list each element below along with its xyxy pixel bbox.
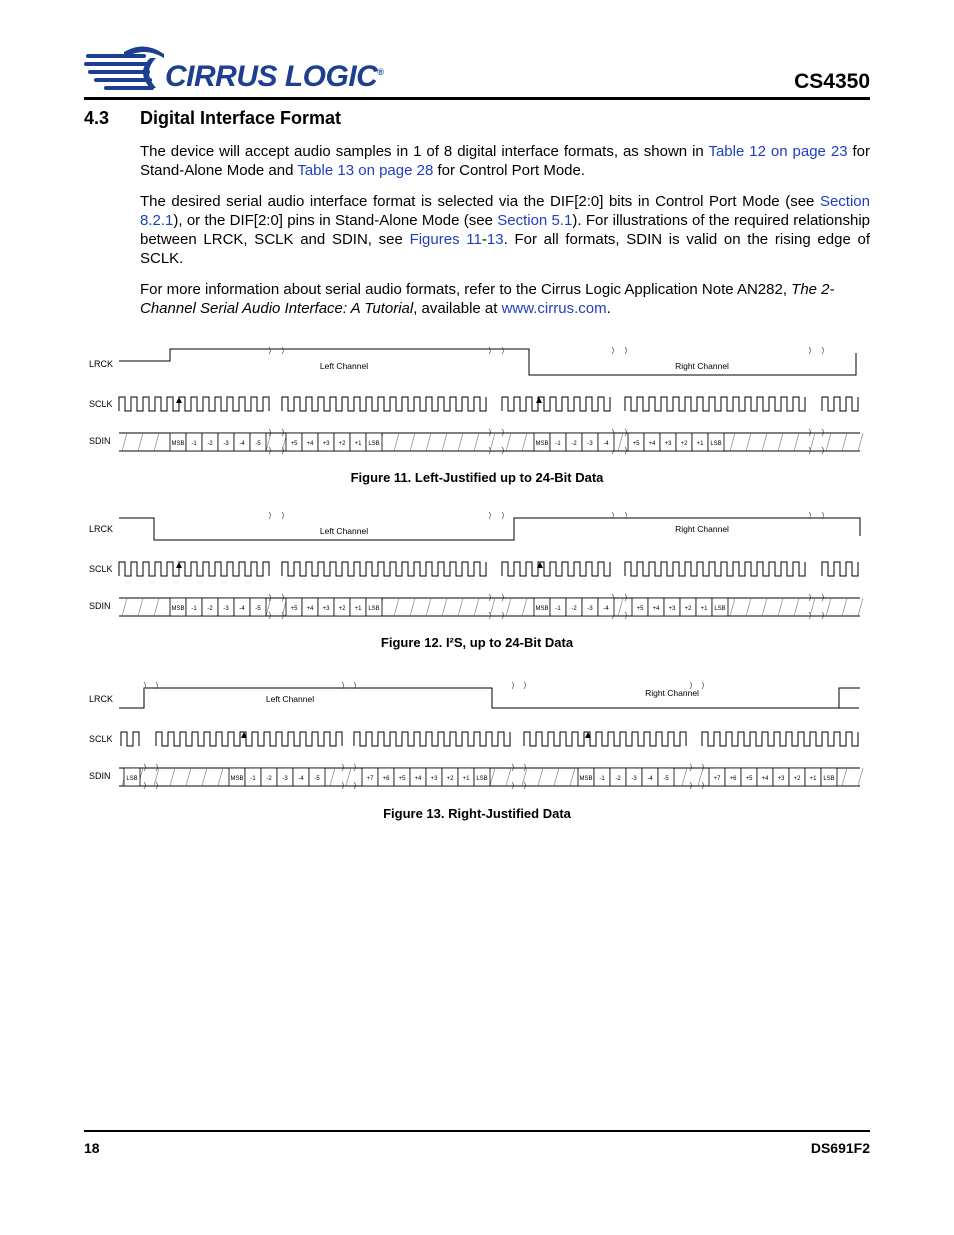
break-mark xyxy=(809,512,811,619)
dont-care-hatch xyxy=(762,598,767,616)
dont-care-hatch xyxy=(442,433,447,451)
lrck-waveform xyxy=(119,349,856,375)
sdin-bit-label: +5 xyxy=(636,606,644,612)
sclk-waveform xyxy=(502,562,610,576)
rising-edge-arrow xyxy=(176,397,182,403)
sdin-bit-label: +2 xyxy=(684,606,692,612)
dont-care-hatch xyxy=(698,768,703,786)
sdin-label: SDIN xyxy=(89,601,111,611)
dont-care-hatch xyxy=(554,768,559,786)
sdin-bit-label: -3 xyxy=(587,441,593,447)
right-channel-label: Right Channel xyxy=(675,524,729,534)
right-channel-label: Right Channel xyxy=(675,361,729,371)
link-figure-11[interactable]: Figures 11 xyxy=(409,231,482,248)
left-channel-label: Left Channel xyxy=(319,526,369,536)
sdin-bit-label: +2 xyxy=(338,606,346,612)
text: The desired serial audio interface format is selected via the DIF[2:0] bits in Control Port Mode (see xyxy=(140,193,820,210)
dont-care-hatch xyxy=(538,768,543,786)
break-mark xyxy=(512,682,514,789)
text: ). For illustrations of the required relationship between LRCK, SCLK and SDIN, see xyxy=(140,212,870,248)
page-number: 18 xyxy=(84,1140,100,1156)
dont-care-hatch xyxy=(458,433,463,451)
text: , available at xyxy=(413,300,502,317)
text: for Control Port Mode. xyxy=(433,162,586,179)
sdin-bit-label: -3 xyxy=(223,441,229,447)
sclk-waveform xyxy=(282,562,486,576)
sdin-bit-label: -4 xyxy=(647,776,653,782)
sdin-bit-label: +3 xyxy=(668,606,676,612)
sclk-label: SCLK xyxy=(89,564,113,574)
sclk-waveform xyxy=(119,562,269,576)
dont-care-hatch xyxy=(810,598,815,616)
sclk-waveform xyxy=(625,397,805,411)
dont-care-hatch xyxy=(810,433,815,451)
section-title: Digital Interface Format xyxy=(140,108,342,128)
dont-care-hatch xyxy=(746,598,751,616)
sdin-bit-label: -1 xyxy=(191,441,197,447)
sdin-bit-label: +2 xyxy=(446,776,454,782)
sdin-bit-label: -3 xyxy=(282,776,288,782)
right-channel-label: Right Channel xyxy=(645,688,699,698)
sdin-bit-label: +1 xyxy=(700,606,708,612)
sdin-bit-label: MSB xyxy=(171,441,185,447)
dont-care-hatch xyxy=(730,598,735,616)
sclk-waveform xyxy=(822,397,858,411)
sdin-bit-label: +1 xyxy=(809,776,817,782)
sdin-bit-label: -1 xyxy=(599,776,605,782)
text: - xyxy=(481,231,487,248)
dont-care-hatch xyxy=(330,768,335,786)
left-channel-label: Left Channel xyxy=(319,361,369,371)
sdin-bit-label: -2 xyxy=(266,776,272,782)
link-section-8-2-1[interactable]: Section 8.2.1 xyxy=(140,193,870,229)
sdin-bit-label: -3 xyxy=(223,606,229,612)
sdin-bit-label: LSB xyxy=(476,776,488,782)
left-channel-label: Left Channel xyxy=(265,694,315,704)
sdin-bit-label: +4 xyxy=(306,606,314,612)
dont-care-hatch xyxy=(490,433,495,451)
sdin-bit-label: -3 xyxy=(631,776,637,782)
dont-care-hatch xyxy=(842,598,847,616)
break-mark xyxy=(489,347,491,454)
sdin-bit-label: -1 xyxy=(555,606,561,612)
link-cirrus-website[interactable]: www.cirrus.com xyxy=(501,300,607,317)
brand-name: CIRRUS LOGIC xyxy=(165,60,378,93)
dont-care-hatch xyxy=(474,433,479,451)
dont-care-hatch xyxy=(794,433,799,451)
sclk-waveform xyxy=(121,732,139,746)
lrck-waveform xyxy=(119,688,860,708)
sdin-bit-label: -5 xyxy=(663,776,669,782)
text: . For all formats, SDIN is valid on the rising edge of SCLK. xyxy=(140,231,871,267)
sdin-bit-label: +5 xyxy=(398,776,406,782)
section-number: 4.3 xyxy=(84,108,110,128)
dont-care-hatch xyxy=(842,433,847,451)
sdin-bit-label: +6 xyxy=(382,776,390,782)
dont-care-hatch xyxy=(426,433,431,451)
sdin-bit-label: -5 xyxy=(255,441,261,447)
dont-care-hatch xyxy=(186,768,191,786)
rising-edge-arrow xyxy=(176,562,182,568)
dont-care-hatch xyxy=(682,768,687,786)
sdin-bit-label: +4 xyxy=(648,441,656,447)
sclk-waveform xyxy=(119,397,269,411)
dont-care-hatch xyxy=(410,598,415,616)
sclk-waveform xyxy=(625,562,805,576)
sclk-waveform xyxy=(502,397,610,411)
sdin-bit-label: +3 xyxy=(664,441,672,447)
sclk-waveform xyxy=(524,732,686,746)
sdin-bit-label: MSB xyxy=(230,776,244,782)
sdin-bit-label: +5 xyxy=(290,441,298,447)
sclk-label: SCLK xyxy=(89,399,113,409)
sdin-bit-label: +3 xyxy=(322,606,330,612)
dont-care-hatch xyxy=(394,433,399,451)
sdin-bit-label: +6 xyxy=(729,776,737,782)
link-table-12[interactable]: Table 12 on page 23 xyxy=(708,143,848,160)
sclk-label: SCLK xyxy=(89,734,113,744)
part-number: CS4350 xyxy=(794,70,870,93)
dont-care-hatch xyxy=(618,433,623,451)
sdin-bit-label: +5 xyxy=(632,441,640,447)
dont-care-hatch xyxy=(746,433,751,451)
sdin-bit-label: LSB xyxy=(823,776,835,782)
paragraph-more-info xyxy=(140,280,870,318)
figure-11-caption: Figure 11. Left-Justified up to 24-Bit Data xyxy=(350,470,604,485)
sdin-label: SDIN xyxy=(89,436,111,446)
link-table-13[interactable]: Table 13 on page 28 xyxy=(297,162,434,179)
dont-care-hatch xyxy=(506,768,511,786)
sdin-bit-label: MSB xyxy=(171,606,185,612)
dont-care-hatch xyxy=(794,598,799,616)
break-mark xyxy=(809,347,811,454)
dont-care-hatch xyxy=(618,598,623,616)
sdin-bit-label: -2 xyxy=(615,776,621,782)
app-note-title: The 2-Channel Serial Audio Interface: A Tutorial xyxy=(140,281,835,317)
sdin-bit-label: -2 xyxy=(571,606,577,612)
sdin-bit-label: LSB xyxy=(368,441,380,447)
dont-care-hatch xyxy=(394,598,399,616)
dont-care-hatch xyxy=(346,768,351,786)
dont-care-hatch xyxy=(218,768,223,786)
sdin-bit-label: -4 xyxy=(603,606,609,612)
dont-care-hatch xyxy=(522,433,527,451)
sdin-bit-label: +4 xyxy=(306,441,314,447)
text: . xyxy=(606,300,611,317)
lrck-label: LRCK xyxy=(89,524,114,534)
sdin-bit-label: +2 xyxy=(680,441,688,447)
lrck-label: LRCK xyxy=(89,359,114,369)
dont-care-hatch xyxy=(506,433,511,451)
sdin-bit-label: -5 xyxy=(314,776,320,782)
text: The device will accept audio samples in 1 of 8 digital interface formats, as shown in xyxy=(140,143,709,160)
sdin-bit-label: +2 xyxy=(793,776,801,782)
break-mark xyxy=(489,512,491,619)
sclk-waveform xyxy=(822,562,858,576)
sdin-bit-label: MSB xyxy=(535,606,549,612)
sdin-bit-label: +7 xyxy=(366,776,374,782)
dont-care-hatch xyxy=(202,768,207,786)
sdin-bit-label: LSB xyxy=(710,441,722,447)
dont-care-hatch xyxy=(122,598,127,616)
sdin-bit-label: -4 xyxy=(239,606,245,612)
sdin-bit-label: -5 xyxy=(255,606,261,612)
dont-care-hatch xyxy=(154,433,159,451)
dont-care-hatch xyxy=(170,768,175,786)
dont-care-hatch xyxy=(522,598,527,616)
sdin-bit-label: +1 xyxy=(462,776,470,782)
sdin-bit-label: +1 xyxy=(354,441,362,447)
dont-care-hatch xyxy=(474,598,479,616)
footer-rule xyxy=(84,1130,870,1132)
sdin-bit-label: LSB xyxy=(714,606,726,612)
dont-care-hatch xyxy=(154,598,159,616)
dont-care-hatch xyxy=(858,433,863,451)
dont-care-hatch xyxy=(490,598,495,616)
paragraph-selection xyxy=(140,192,870,268)
dont-care-hatch xyxy=(826,433,831,451)
figure-12-timing-diagram xyxy=(84,510,870,625)
dont-care-hatch xyxy=(138,598,143,616)
dont-care-hatch xyxy=(858,598,863,616)
dont-care-hatch xyxy=(778,433,783,451)
sdin-bit-label: +3 xyxy=(430,776,438,782)
sdin-bit-label: LSB xyxy=(126,776,138,782)
dont-care-hatch xyxy=(458,598,463,616)
sdin-bit-label: +4 xyxy=(652,606,660,612)
sdin-label: SDIN xyxy=(89,771,111,781)
sdin-bit-label: +4 xyxy=(414,776,422,782)
figure-11-timing-diagram xyxy=(84,345,870,460)
sdin-bit-label: -1 xyxy=(250,776,256,782)
dont-care-hatch xyxy=(490,768,495,786)
link-section-5-1[interactable]: Section 5.1 xyxy=(497,212,573,229)
brand-wordmark xyxy=(165,60,383,94)
sclk-waveform xyxy=(702,732,858,746)
sdin-bit-label: +7 xyxy=(713,776,721,782)
dont-care-hatch xyxy=(826,598,831,616)
text: For more information about serial audio formats, refer to the Cirrus Logic Application Note AN282, xyxy=(140,281,792,298)
sdin-bit-label: -4 xyxy=(239,441,245,447)
lrck-waveform xyxy=(119,518,860,540)
sdin-bit-label: -2 xyxy=(207,441,213,447)
sdin-bit-label: -1 xyxy=(191,606,197,612)
dont-care-hatch xyxy=(506,598,511,616)
sclk-waveform xyxy=(354,732,510,746)
dont-care-hatch xyxy=(858,768,863,786)
sdin-bit-label: +2 xyxy=(338,441,346,447)
registered-mark: ® xyxy=(377,67,384,77)
paragraph-formats xyxy=(140,142,870,180)
rising-edge-arrow xyxy=(536,397,542,403)
link-figure-13[interactable]: 13 xyxy=(486,231,504,248)
sdin-bit-label: +1 xyxy=(696,441,704,447)
dont-care-hatch xyxy=(762,433,767,451)
figure-13-caption: Figure 13. Right-Justified Data xyxy=(383,806,571,821)
dont-care-hatch xyxy=(442,598,447,616)
break-mark xyxy=(690,682,692,789)
figure-12-caption: Figure 12. I²S, up to 24-Bit Data xyxy=(380,635,574,650)
dont-care-hatch xyxy=(778,598,783,616)
dont-care-hatch xyxy=(842,768,847,786)
figure-13-timing-diagram xyxy=(84,680,870,795)
dont-care-hatch xyxy=(138,433,143,451)
document-id: DS691F2 xyxy=(810,1140,870,1156)
sdin-bit-label: -4 xyxy=(603,441,609,447)
sdin-bit-label: -4 xyxy=(298,776,304,782)
dont-care-hatch xyxy=(730,433,735,451)
sdin-bit-label: -2 xyxy=(207,606,213,612)
sdin-bit-label: LSB xyxy=(368,606,380,612)
header-rule xyxy=(84,97,870,100)
sdin-bit-label: +4 xyxy=(761,776,769,782)
sdin-bit-label: +3 xyxy=(322,441,330,447)
sdin-bit-label: +5 xyxy=(745,776,753,782)
sdin-bit-label: +1 xyxy=(354,606,362,612)
sdin-bit-label: -2 xyxy=(571,441,577,447)
text: for Stand-Alone Mode and xyxy=(140,143,871,179)
sdin-bit-label: +5 xyxy=(290,606,298,612)
sdin-bit-label: MSB xyxy=(535,441,549,447)
sclk-waveform xyxy=(282,397,486,411)
dont-care-hatch xyxy=(410,433,415,451)
dont-care-hatch xyxy=(426,598,431,616)
dont-care-hatch xyxy=(122,433,127,451)
sdin-bit-label: -3 xyxy=(587,606,593,612)
text: ), or the DIF[2:0] pins in Stand-Alone Mode (see xyxy=(173,212,498,229)
sdin-bit-label: MSB xyxy=(579,776,593,782)
sdin-bit-label: +3 xyxy=(777,776,785,782)
sclk-waveform xyxy=(156,732,342,746)
dont-care-hatch xyxy=(570,768,575,786)
lrck-label: LRCK xyxy=(89,694,114,704)
sdin-bit-label: -1 xyxy=(555,441,561,447)
